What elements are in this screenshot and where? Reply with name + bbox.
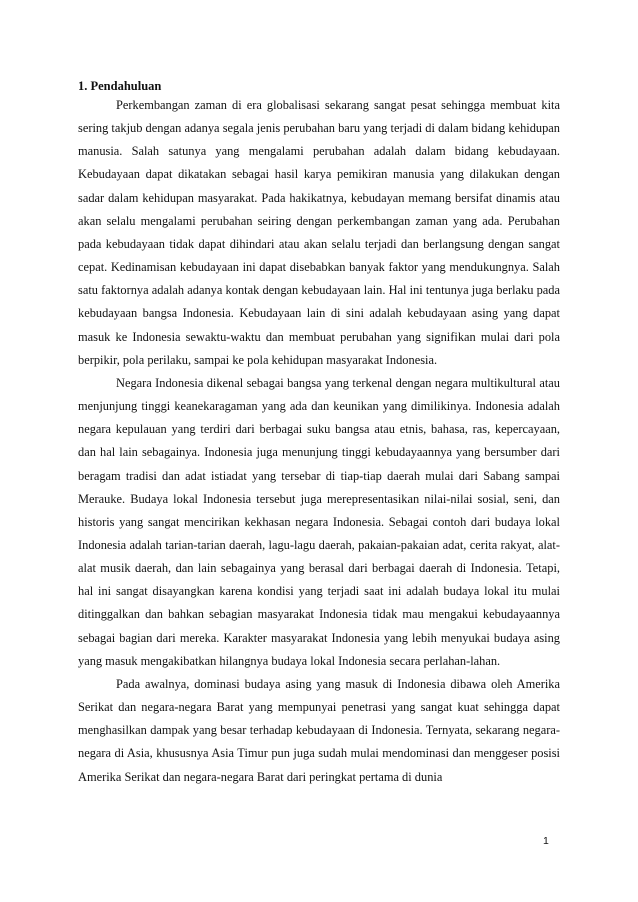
page-number: 1 [543,835,549,847]
section-heading: 1. Pendahuluan [78,79,162,93]
paragraph-1: Perkembangan zaman di era globalisasi sekarang sangat pesat sehingga membuat kita sering takjub dengan adanya segala jenis perubahan baru yang terjadi di dalam bidang kehidupan manusia. Salah satunya yang mengalami perubahan adalah dalam bidang kebudayaan. Kebudayaan dapat dikatakan sebagai hasil karya pemikiran manusia yang dilakukan dengan sadar dalam kehidupan masyarakat. Pada hakikatnya, kebudayan memang bersifat dinamis atau akan selalu mengalami perubahan seiring dengan perkembangan zaman yang ada. Perubahan pada kebudayaan tidak dapat dihindari atau akan selalu terjadi dan berlangsung dengan sangat cepat. Kedinamisan kebudayaan ini dapat disebabkan banyak faktor yang mendukungnya. Salah satu faktornya adalah adanya kontak dengan kebudayaan lain. Hal ini tentunya juga berlaku pada kebudayaan bangsa Indonesia. Kebudayaan lain di sini adalah kebudayaan asing yang dapat masuk ke Indonesia sewaktu-waktu dan membuat perubahan yang signifikan mulai dari pola berpikir, pola perilaku, sampai ke pola kehidupan masyarakat Indonesia. [78,98,560,367]
body-text [78,94,560,789]
paragraph-3: Pada awalnya, dominasi budaya asing yang masuk di Indonesia dibawa oleh Amerika Serikat dan negara-negara Barat yang mempunyai penetrasi yang sangat kuat sehingga dapat menghasilkan dampak yang besar terhadap kebudayaan di Indonesia. Ternyata, sekarang negara-negara di Asia, khususnya Asia Timur pun juga sudah mulai mendominasi dan menggeser posisi Amerika Serikat dan negara-negara Barat dari peringkat pertama di dunia [78,676,560,784]
paragraph-2: Negara Indonesia dikenal sebagai bangsa yang terkenal dengan negara multikultural atau menjunjung tinggi keanekaragaman yang ada dan keunikan yang dimilikinya. Indonesia adalah negara kepulauan yang terdiri dari berbagai suku bangsa atau etnis, bahasa, ras, kepercayaan, dan hal lain sebagainya. Indonesia juga menunjung tinggi kebudayaannya yang bersumber dari beragam tradisi dan adat istiadat yang tersebar di tiap-tiap daerah mulai dari Sabang sampai Merauke. Budaya lokal Indonesia tersebut juga merepresentasikan nilai-nilai sosial, seni, dan historis yang sangat mencirikan kekhasan negara Indonesia. Sebagai contoh dari budaya lokal Indonesia adalah tarian-tarian daerah, lagu-lagu daerah, pakaian-pakaian adat, cerita rakyat, alat-alat musik daerah, dan lain sebagainya yang berasal dari berbagai daerah di Indonesia. Tetapi, hal ini sangat disayangkan karena kondisi yang terjadi saat ini adalah budaya lokal itu mulai ditinggalkan dan bahkan sebagian masyarakat Indonesia tidak mau mengakui kebudayaannya sebagai bagian dari mereka. Karakter masyarakat Indonesia yang lebih menyukai budaya asing yang masuk mengakibatkan hilangnya budaya lokal Indonesia secara perlahan-lahan. [78,375,560,668]
